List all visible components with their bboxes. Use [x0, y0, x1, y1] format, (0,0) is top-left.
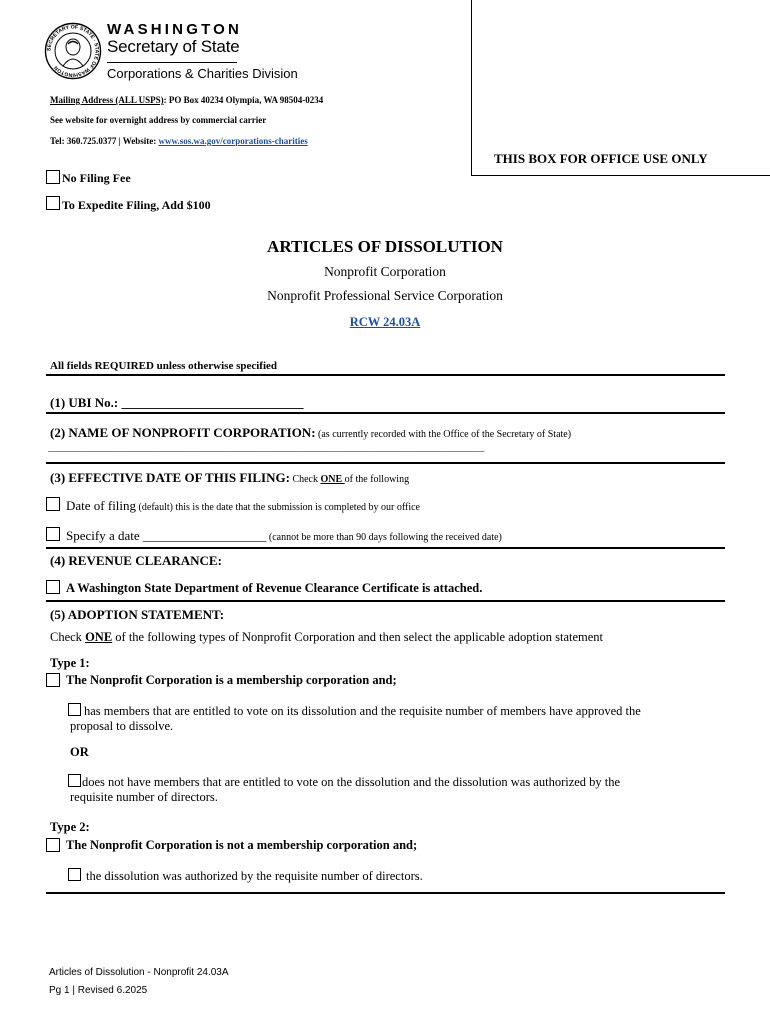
footer-line-1: Articles of Dissolution - Nonprofit 24.03A: [49, 967, 229, 978]
website-link[interactable]: www.sos.wa.gov/corporations-charities: [158, 136, 308, 146]
ubi-input[interactable]: ____________________________: [121, 395, 304, 410]
effective-date-label: (3) EFFECTIVE DATE OF THIS FILING:: [50, 470, 290, 485]
rule-3: [46, 547, 725, 549]
no-fee-label: No Filing Fee: [62, 171, 131, 185]
expedite-label: To Expedite Filing, Add $100: [62, 198, 211, 212]
type2-label: Type 2:: [50, 820, 90, 834]
date-of-filing-checkbox[interactable]: [46, 497, 60, 511]
type1-members-vote-text-2: proposal to dissolve.: [70, 719, 174, 733]
revenue-clearance-checkbox[interactable]: [46, 580, 60, 594]
rule-4: [46, 600, 725, 602]
ubi-label: (1) UBI No.:: [50, 395, 119, 410]
type1-directors-checkbox[interactable]: [68, 774, 81, 787]
adoption-statement-label: (5) ADOPTION STATEMENT:: [50, 607, 225, 622]
rule-1: [46, 412, 725, 414]
expedite-checkbox[interactable]: [46, 196, 60, 210]
mailing-label: Mailing Address (ALL USPS): [50, 95, 164, 105]
corp-name-note: (as currently recorded with the Office of the Secretary of State): [315, 429, 572, 440]
type2-directors-text: the dissolution was authorized by the requisite number of directors.: [86, 869, 423, 883]
revenue-clearance-label: (4) REVENUE CLEARANCE:: [50, 553, 222, 568]
header-rule: [107, 62, 237, 63]
date-of-filing-note: (default) this is the date that the submission is completed by our office: [136, 502, 420, 513]
type1-directors-text: does not have members that are entitled to vote on the dissolution and the dissolution was authorized by the: [82, 775, 621, 789]
header-office: Secretary of State: [107, 37, 240, 56]
rule-top: [46, 374, 725, 376]
type2-option: The Nonprofit Corporation is not a membership corporation and;: [66, 838, 418, 852]
overnight-note: See website for overnight address by commercial carrier: [50, 115, 267, 125]
type2-directors-checkbox[interactable]: [68, 868, 81, 881]
or-label: OR: [70, 745, 89, 759]
revenue-clearance-option: A Washington State Department of Revenue Clearance Certificate is attached.: [66, 581, 483, 595]
rcw-link[interactable]: RCW 24.03A: [349, 315, 421, 329]
specify-date-input[interactable]: Specify a date ___________________: [66, 528, 267, 543]
tel-text: Tel: 360.725.0377 | Website:: [50, 136, 159, 146]
rule-2: [46, 462, 725, 464]
office-use-box: [471, 0, 770, 176]
office-use-label: THIS BOX FOR OFFICE USE ONLY: [494, 151, 708, 166]
header-division: Corporations & Charities Division: [107, 66, 298, 81]
type1-checkbox[interactable]: [46, 673, 60, 687]
type1-label: Type 1:: [50, 656, 90, 670]
rule-bottom: [46, 892, 725, 894]
no-fee-checkbox[interactable]: [46, 170, 60, 184]
header-state: WASHINGTON: [107, 21, 243, 38]
type1-directors-text-2: requisite number of directors.: [70, 790, 218, 804]
specify-date-checkbox[interactable]: [46, 527, 60, 541]
corp-name-label: (2) NAME OF NONPROFIT CORPORATION:: [50, 425, 316, 440]
date-of-filing-label: Date of filing: [66, 498, 137, 513]
type1-members-vote-checkbox[interactable]: [68, 703, 81, 716]
required-note: All fields REQUIRED unless otherwise specified: [50, 360, 278, 372]
type1-members-vote-text: has members that are entitled to vote on its dissolution and the requisite number of members have approved the: [84, 704, 641, 718]
footer-line-2: Pg 1 | Revised 6.2025: [49, 985, 148, 996]
form-subtitle-2: Nonprofit Professional Service Corporation: [267, 288, 503, 303]
form-subtitle-1: Nonprofit Corporation: [324, 264, 446, 279]
state-seal: [44, 22, 102, 80]
specify-date-note: (cannot be more than 90 days following the received date): [266, 532, 502, 543]
type1-option: The Nonprofit Corporation is a membership corporation and;: [66, 673, 397, 687]
corp-name-input[interactable]: _________________________________________________________________________________________________: [48, 443, 485, 453]
mailing-value: : PO Box 40234 Olympia, WA 98504-0234: [163, 95, 324, 105]
seal-text: SECRETARY OF STATE · STATE OF WASHINGTON: [46, 24, 100, 78]
svg-text:SECRETARY OF STATE · STATE OF: [46, 24, 99, 77]
type2-checkbox[interactable]: [46, 838, 60, 852]
form-title: ARTICLES OF DISSOLUTION: [267, 237, 503, 256]
